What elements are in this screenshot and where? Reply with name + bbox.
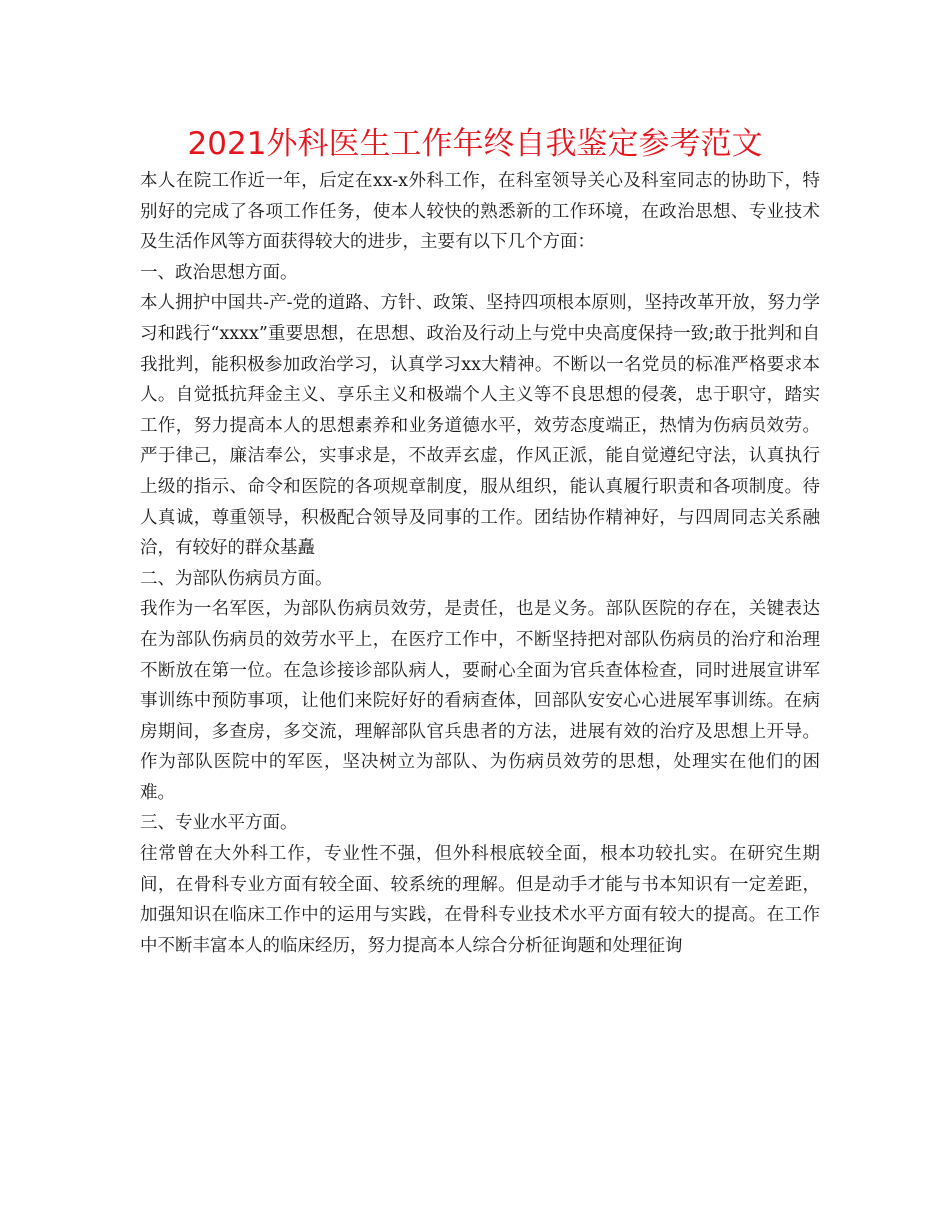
section-heading-troops: 二、为部队伤病员方面。 (140, 568, 333, 589)
intro-paragraph: 本人在院工作近一年，后定在xx-x外科工作，在科室领导关心及科室同志的协助下，特别好的完成了各项工作任务，使本人较快的熟悉新的工作环境，在政治思想、专业技术及生活作风等方面获得较大的进步，主要有以下几个方面： (140, 171, 820, 253)
professional-paragraph: 往常曾在大外科工作，专业性不强，但外科根底较全面，根本功较扎实。在研究生期间，在骨科专业方面有较全面、较系统的理解。但是动手才能与书本知识有一定差距，加强知识在临床工作中的运用与实践，在骨科专业技术水平方面有较大的提高。在工作中不断丰富本人的临床经历，努力提高本人综合分析征询题和处理征询 (140, 844, 820, 956)
political-paragraph: 本人拥护中国共-产-党的道路、方针、政策、坚持四项根本原则，坚持改革开放，努力学习和践行“xxxx”重要思想，在思想、政治及行动上与党中央高度保持一致;敢于批判和自我批判，能积极参加政治学习，认真学习xx大精神。不断以一名党员的标准严格要求本人。自觉抵抗拜金主义、享乐主义和极端个人主义等不良思想的侵袭，忠于职守，踏实工作，努力提高本人的思想素养和业务道德水平，效劳态度端正，热情为伤病员效劳。严于律己，廉洁奉公，实事求是，不故弄玄虚，作风正派，能自觉遵纪守法，认真执行上级的指示、命令和医院的各项规章制度，服从组织，能认真履行职责和各项制度。待人真诚，尊重领导，积极配合领导及同事的工作。团结协作精神好，与四周同志关系融洽，有较好的群众基矗 (140, 293, 820, 559)
section-heading-professional: 三、专业水平方面。 (140, 813, 298, 834)
troops-paragraph: 我作为一名军医，为部队伤病员效劳，是责任，也是义务。部队医院的存在，关键表达在为部队伤病员的效劳水平上，在医疗工作中，不断坚持把对部队伤病员的治疗和治理不断放在第一位。在急诊接诊部队病人，要耐心全面为官兵查体检查，同时进展宣讲军事训练中预防事项，让他们来院好好的看病查体，回部队安安心心进展军事训练。在病房期间，多查房，多交流，理解部队官兵患者的方法，进展有效的治疗及思想上开导。作为部队医院中的军医，坚决树立为部队、为伤病员效劳的思想，处理实在他们的困难。 (140, 599, 820, 803)
section-heading-political: 一、政治思想方面。 (140, 262, 298, 283)
document-title: 2021外科医生工作年终自我鉴定参考范文 (187, 126, 763, 162)
document-body (140, 166, 820, 961)
